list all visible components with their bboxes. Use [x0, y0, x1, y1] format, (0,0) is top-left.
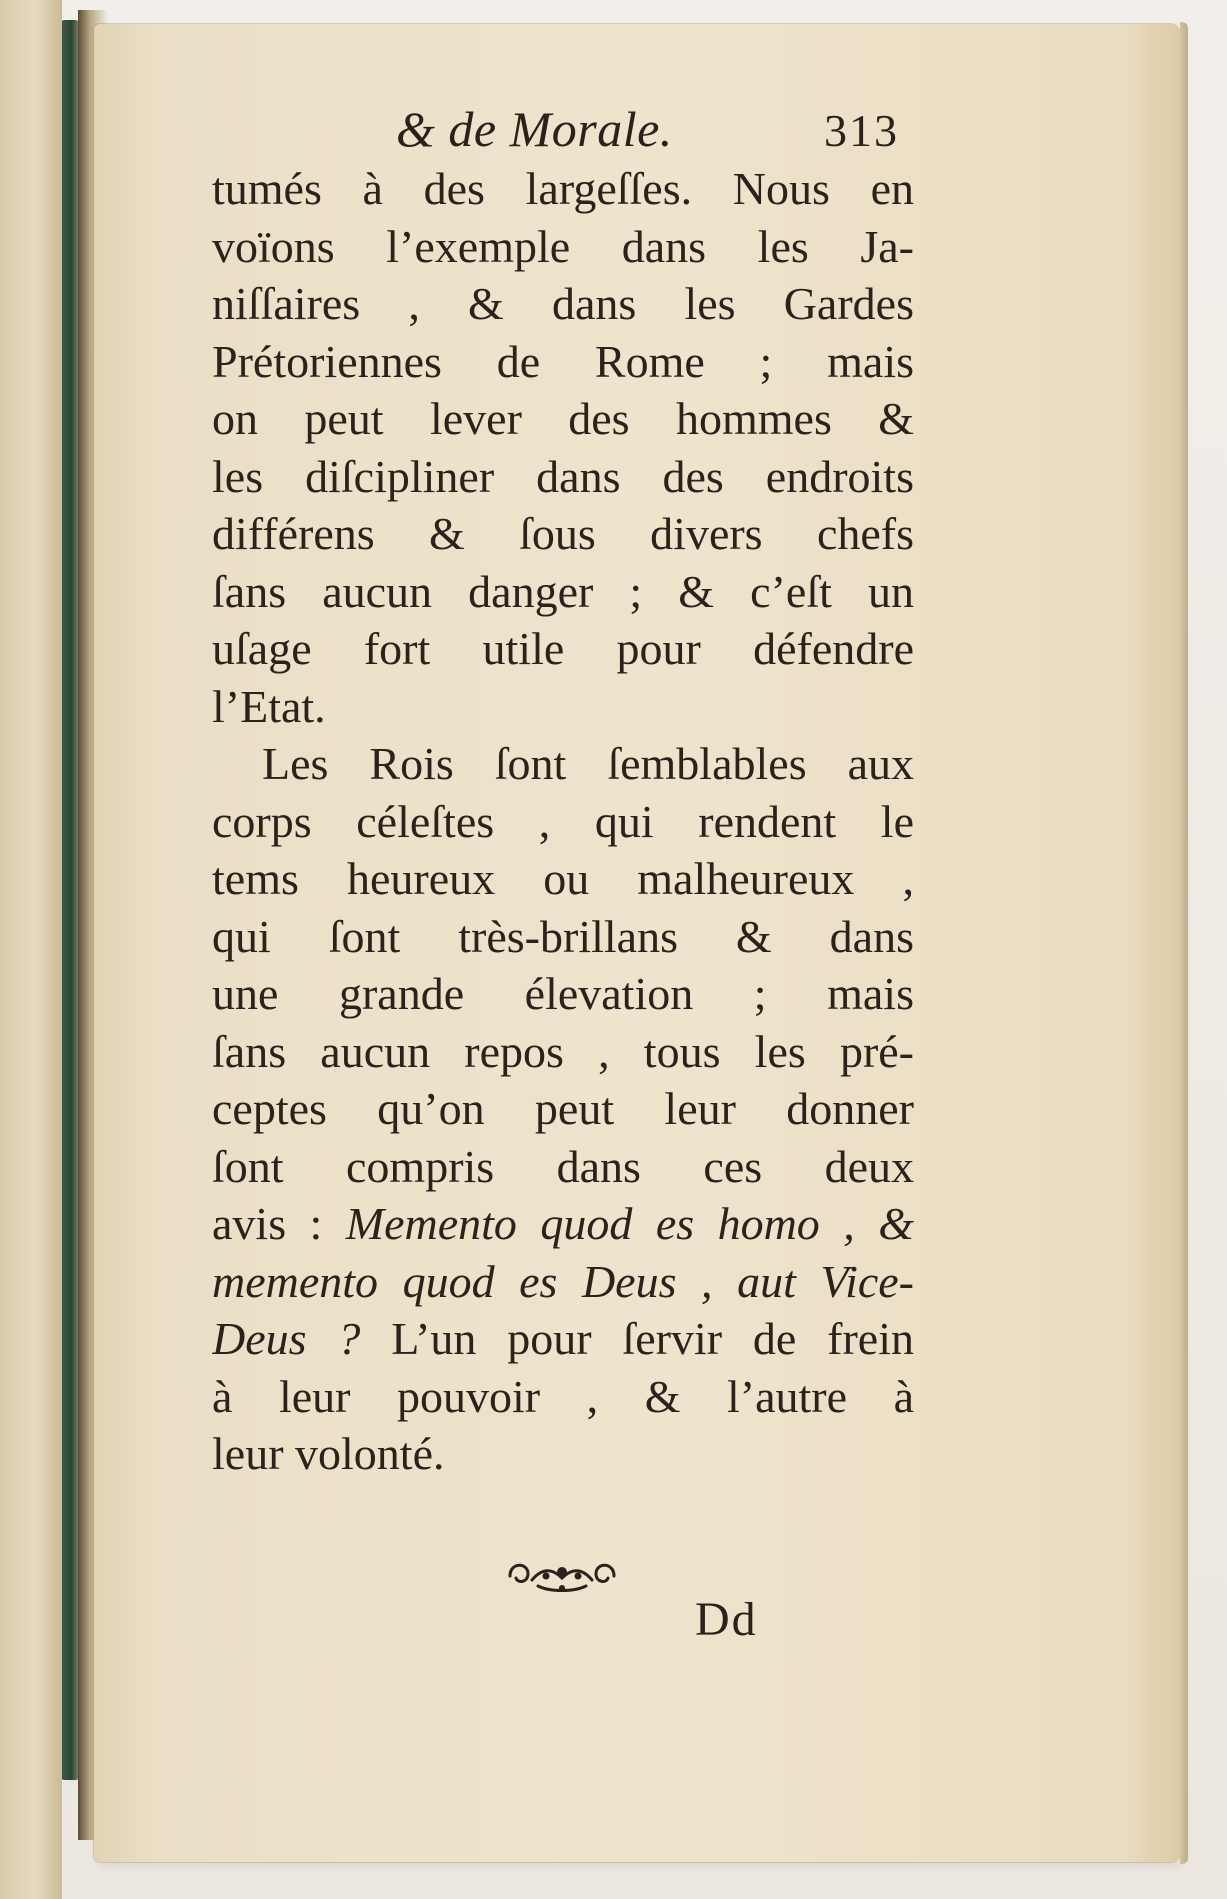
text-line: une grande élevation ; mais [212, 968, 914, 1019]
running-head [380, 100, 980, 160]
latin-quote-3: Deus ? [212, 1313, 361, 1364]
previous-page-edge [0, 0, 62, 1899]
latin-quote-2: memento quod es Deus , aut Vice- [212, 1255, 914, 1307]
text-line: niſſaires , & dans les Gardes [212, 278, 914, 329]
text-line-latin-quote [212, 1195, 914, 1253]
text-line: tems heureux ou malheureux , [212, 853, 914, 904]
tail-piece-ornament-icon [502, 1550, 622, 1600]
page-number: 313 [824, 105, 899, 156]
avis-prefix: avis : [212, 1198, 346, 1249]
binding-spine [62, 20, 78, 1780]
text-line: à leur pouvoir , & l’autre à [212, 1370, 914, 1422]
text-line: leur volonté. [212, 1428, 445, 1479]
text-line: les diſcipliner dans des endroits [212, 450, 914, 502]
text-line: on peut lever des hommes & [212, 393, 914, 444]
text-line: voïons l’exemple dans les Ja- [212, 220, 914, 272]
text-line: ſont compris dans ces deux [212, 1140, 914, 1192]
page-edge [1180, 22, 1188, 1864]
running-head-title: & de Morale. [396, 101, 673, 157]
text-line: l’Etat. [212, 680, 326, 732]
paragraph-start-line: Les Rois ſont ſemblables aux [262, 738, 914, 789]
text-fragment: L’un pour ſervir de frein [360, 1313, 914, 1364]
text-line: ſans aucun repos , tous les pré- [212, 1025, 914, 1077]
text-line: Prétoriennes de Rome ; mais [212, 335, 914, 387]
text-line-latin-quote [212, 1253, 914, 1311]
signature-mark: Dd [695, 1593, 758, 1646]
latin-quote-1: Memento quod es homo , & [345, 1198, 914, 1249]
text-line: différens & ſous divers chefs [212, 508, 914, 559]
text-line: corps céleſtes , qui rendent le [212, 795, 914, 847]
text-line: tumés à des largeſſes. Nous en [212, 163, 914, 214]
text-line: qui ſont très-brillans & dans [212, 910, 914, 962]
text-line: uſage fort utile pour défendre [212, 623, 914, 674]
body-text [212, 160, 914, 1483]
text-line: ſans aucun danger ; & c’eſt un [212, 565, 914, 617]
text-line [212, 1310, 914, 1368]
text-line: ceptes qu’on peut leur donner [212, 1083, 914, 1134]
